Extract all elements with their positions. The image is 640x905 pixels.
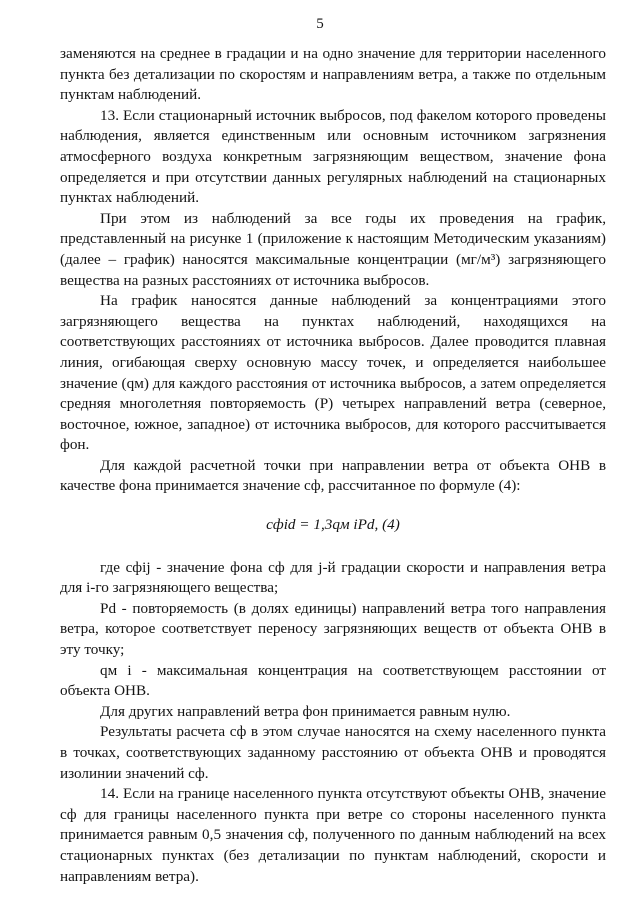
document-body bbox=[60, 44, 606, 887]
definition-qm: qм i - максимальная концентрация на соответствующем расстоянии от объекта ОНВ. bbox=[60, 661, 606, 700]
paragraph-continuation: заменяются на среднее в градации и на одно значение для территории населенного пункта без детализации по скоростям и направлениям ветра, а также по отдельным пунктам наблюдений. bbox=[60, 45, 606, 104]
paragraph-item-14: 14. Если на границе населенного пункта отсутствуют объекты ОНВ, значение cф для границы населенного пункта при ветре со стороны населенного пункта принимается равным 0,5 значения cф, полученного по данным наблюдений на всех стационарных пунктах (без детализации по пунктам наблюдений, скорости и направлениям ветра). bbox=[60, 785, 606, 885]
formula-text: cфid = 1,3qм iPd, (4) bbox=[266, 516, 400, 534]
paragraph-formula-intro: Для каждой расчетной точки при направлении ветра от объекта ОНВ в качестве фона принимается значение cф, рассчитанное по формуле (4): bbox=[60, 456, 606, 495]
formula-4 bbox=[60, 515, 606, 536]
definition-pd: Pd - повторяемость (в долях единицы) направлений ветра того направления ветра, которое соответствует переносу загрязняющих веществ от объекта ОНВ в эту точку; bbox=[60, 599, 606, 659]
paragraph-other-directions: Для других направлений ветра фон принимается равным нулю. bbox=[100, 702, 511, 720]
page-number: 5 bbox=[316, 16, 324, 32]
paragraph-item-13: 13. Если стационарный источник выбросов, под факелом которого проведены наблюдения, является единственным или основным источником загрязнения атмосферного воздуха конкретным загрязняющим веществом, значение фона определяется и при отсутствии данных регулярных наблюдений на стационарных пунктах наблюдений. bbox=[60, 106, 606, 207]
paragraph-graph-method: На график наносятся данные наблюдений за концентрациями этого загрязняющего вещества на пунктах наблюдений, находящихся на соответствующих расстояниях от источника выбросов. Далее проводится плавная линия, огибающая сверху основную массу точек, и определяется наибольшее значение (qм) для каждого расстояния от источника выбросов, а затем определяется средняя многолетняя повторяемость (P) четырех направлений ветра (северное, восточное, южное, западное) от источника выбросов, для которого рассчитывается фон. bbox=[60, 292, 606, 454]
definition-c-fij: где cфij - значение фона cф для j-й градации скорости и направления ветра для i-го загрязняющего вещества; bbox=[60, 558, 606, 597]
paragraph-graph-intro: При этом из наблюдений за все годы их проведения на график, представленный на рисунке 1 (приложение к настоящим Методическим указаниям) (далее – график) наносятся максимальные концентрации (мг/м³) загрязняющего вещества на разных расстояниях от источника выбросов. bbox=[60, 209, 606, 289]
paragraph-results: Результаты расчета cф в этом случае наносятся на схему населенного пункта в точках, соответствующих заданному расстоянию от объекта ОНВ и проводятся изолинии значений cф. bbox=[60, 723, 606, 782]
